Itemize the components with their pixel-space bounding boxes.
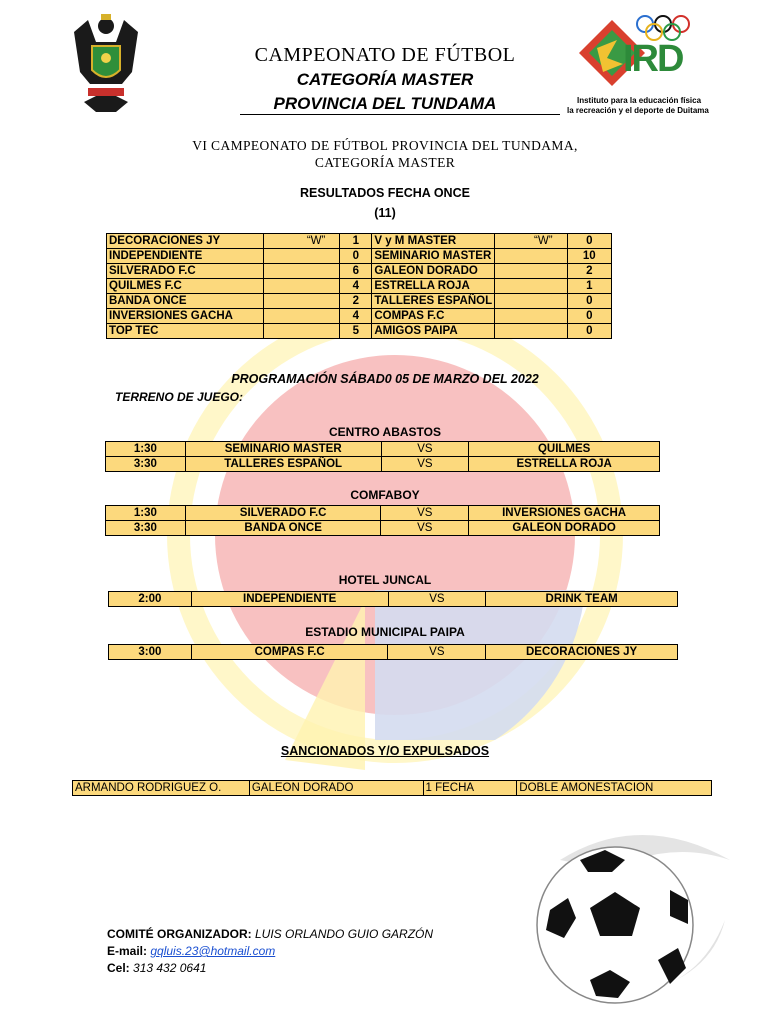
match-vs: VS — [388, 645, 486, 660]
results-table — [106, 233, 612, 339]
result-away-team: GALEON DORADO — [372, 264, 495, 279]
match-row — [106, 442, 660, 457]
province-title: PROVINCIA DEL TUNDAMA — [273, 94, 497, 113]
result-home-note — [264, 309, 340, 324]
result-away-score: 2 — [567, 264, 611, 279]
table-row — [107, 324, 612, 339]
match-row — [109, 645, 678, 660]
email-link[interactable]: gqluis.23@hotmail.com — [150, 944, 276, 958]
result-home-score: 5 — [340, 324, 372, 339]
match-vs: VS — [381, 506, 469, 521]
result-home-score: 4 — [340, 279, 372, 294]
ird-letters: IRD — [623, 38, 683, 80]
result-away-team: V y M MASTER — [372, 234, 495, 249]
committee-name: LUIS ORLANDO GUIO GARZÓN — [255, 927, 434, 941]
match-table — [108, 644, 678, 660]
result-away-note — [495, 309, 567, 324]
result-home-note — [264, 279, 340, 294]
committee-line — [107, 927, 433, 941]
result-away-note — [495, 294, 567, 309]
phone-number: 313 432 0641 — [133, 961, 207, 975]
match-away-team: DECORACIONES JY — [486, 645, 678, 660]
match-vs: VS — [381, 521, 469, 536]
result-home-score: 2 — [340, 294, 372, 309]
ird-caption-2: la recreación y el deporte de Duitama — [567, 106, 709, 115]
sanction-duration: 1 FECHA — [423, 781, 517, 796]
match-away-team: ESTRELLA ROJA — [469, 457, 660, 472]
match-row — [106, 457, 660, 472]
result-home-team: INDEPENDIENTE — [107, 249, 264, 264]
venue-title: COMFABOY — [350, 488, 420, 502]
match-time: 2:00 — [109, 592, 192, 607]
result-home-score: 6 — [340, 264, 372, 279]
match-time: 1:30 — [106, 442, 186, 457]
match-row — [106, 521, 660, 536]
result-away-score: 0 — [567, 294, 611, 309]
match-time: 1:30 — [106, 506, 186, 521]
result-away-score: 1 — [567, 279, 611, 294]
match-vs: VS — [381, 457, 469, 472]
sanction-player: ARMANDO RODRIGUEZ O. — [73, 781, 250, 796]
result-away-score: 0 — [567, 309, 611, 324]
result-home-note — [264, 249, 340, 264]
match-table — [108, 591, 678, 607]
match-home-team: SILVERADO F.C — [185, 506, 381, 521]
match-home-team: SEMINARIO MASTER — [185, 442, 381, 457]
match-away-team: GALEON DORADO — [469, 521, 660, 536]
subtitle-line1: VI CAMPEONATO DE FÚTBOL PROVINCIA DEL TUNDAMA, — [192, 138, 578, 153]
result-home-team: DECORACIONES JY — [107, 234, 264, 249]
table-row — [107, 234, 612, 249]
match-row — [106, 506, 660, 521]
result-away-team: ESTRELLA ROJA — [372, 279, 495, 294]
page-title: CAMPEONATO DE FÚTBOL — [254, 44, 516, 66]
match-time: 3:30 — [106, 521, 186, 536]
programming-title: PROGRAMACIÓN SÁBAD0 05 DE MARZO DEL 2022 — [231, 372, 539, 386]
result-away-score: 0 — [567, 324, 611, 339]
match-home-team: COMPAS F.C — [191, 645, 388, 660]
result-home-note: “W” — [264, 234, 340, 249]
match-vs: VS — [388, 592, 486, 607]
result-home-note — [264, 324, 340, 339]
result-away-team: SEMINARIO MASTER — [372, 249, 495, 264]
result-home-team: INVERSIONES GACHA — [107, 309, 264, 324]
result-home-team: BANDA ONCE — [107, 294, 264, 309]
header-underline — [240, 114, 560, 115]
subtitle-line2: CATEGORÍA MASTER — [314, 155, 456, 170]
result-away-score: 0 — [567, 234, 611, 249]
table-row — [107, 249, 612, 264]
sanctions-title: SANCIONADOS Y/O EXPULSADOS — [280, 744, 490, 758]
table-row — [73, 781, 712, 796]
match-table — [105, 441, 660, 472]
email-line — [107, 944, 275, 958]
results-title: RESULTADOS FECHA ONCE — [300, 186, 470, 200]
match-home-team: TALLERES ESPAÑOL — [185, 457, 381, 472]
result-away-note — [495, 264, 567, 279]
match-table — [105, 505, 660, 536]
match-away-team: INVERSIONES GACHA — [469, 506, 660, 521]
committee-label: COMITÉ ORGANIZADOR: — [107, 927, 252, 941]
result-home-score: 4 — [340, 309, 372, 324]
match-away-team: DRINK TEAM — [486, 592, 678, 607]
result-home-team: TOP TEC — [107, 324, 264, 339]
match-home-team: INDEPENDIENTE — [191, 592, 388, 607]
result-away-note — [495, 249, 567, 264]
result-home-team: QUILMES F.C — [107, 279, 264, 294]
result-away-team: COMPAS F.C — [372, 309, 495, 324]
result-home-team: SILVERADO F.C — [107, 264, 264, 279]
result-away-score: 10 — [567, 249, 611, 264]
match-row — [109, 592, 678, 607]
result-home-note — [264, 264, 340, 279]
sanctions-table — [72, 780, 712, 796]
category-title: CATEGORÍA MASTER — [296, 70, 474, 89]
match-time: 3:30 — [106, 457, 186, 472]
result-away-note — [495, 324, 567, 339]
result-away-team: TALLERES ESPAÑOL — [372, 294, 495, 309]
table-row — [107, 279, 612, 294]
result-away-note — [495, 279, 567, 294]
coat-of-arms-icon — [66, 12, 146, 120]
match-time: 3:00 — [109, 645, 192, 660]
match-vs: VS — [381, 442, 469, 457]
match-away-team: QUILMES — [469, 442, 660, 457]
ird-logo — [567, 12, 725, 122]
venue-title: ESTADIO MUNICIPAL PAIPA — [305, 625, 465, 639]
match-home-team: BANDA ONCE — [185, 521, 381, 536]
sanction-reason: DOBLE AMONESTACION — [517, 781, 712, 796]
phone-label: Cel: — [107, 961, 130, 975]
table-row — [107, 309, 612, 324]
phone-line — [107, 961, 206, 975]
result-home-note — [264, 294, 340, 309]
email-label: E-mail: — [107, 944, 148, 958]
result-home-score: 1 — [340, 234, 372, 249]
soccer-ball-icon — [520, 820, 735, 1010]
venue-title: HOTEL JUNCAL — [338, 573, 432, 587]
ird-caption-1: Instituto para la educación física — [577, 96, 702, 105]
result-away-note: “W” — [495, 234, 567, 249]
field-label: TERRENO DE JUEGO: — [115, 390, 244, 404]
result-away-team: AMIGOS PAIPA — [372, 324, 495, 339]
table-row — [107, 294, 612, 309]
sanction-team: GALEON DORADO — [249, 781, 423, 796]
result-home-score: 0 — [340, 249, 372, 264]
venue-title: CENTRO ABASTOS — [328, 425, 441, 439]
table-row — [107, 264, 612, 279]
results-number: (11) — [374, 206, 396, 220]
